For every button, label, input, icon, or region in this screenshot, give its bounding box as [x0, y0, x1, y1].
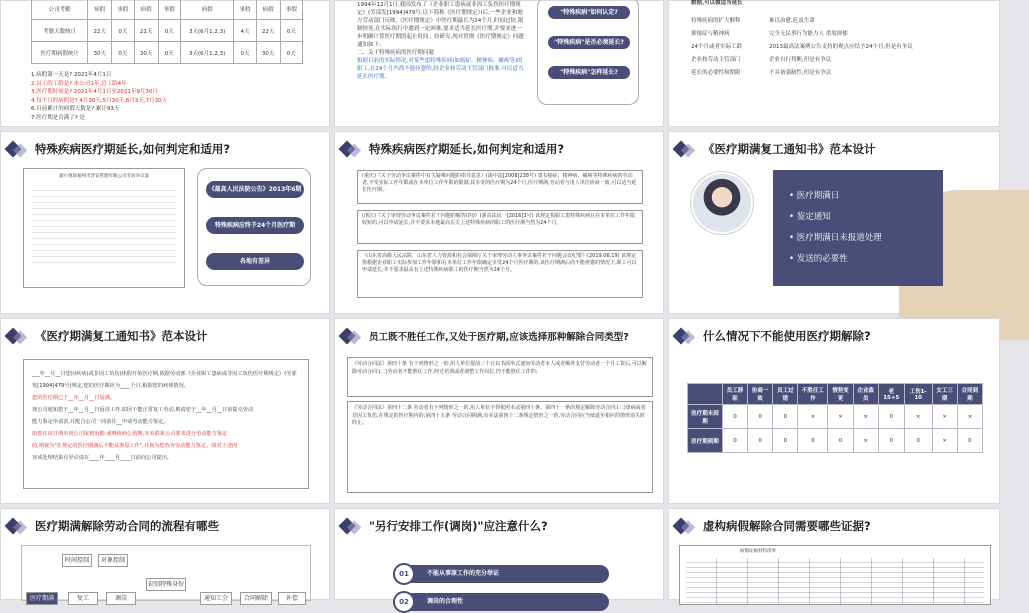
item-key: 24个月或者实际工龄 — [691, 44, 742, 50]
notice-line: 的,则视为"在规定的医疗期满后不能从事原工作",并视为您放弃劳动能力鉴定。如对上述内 — [32, 443, 238, 449]
table-row — [32, 20, 303, 42]
list-item — [691, 15, 913, 28]
table-cell: 0 — [722, 429, 747, 453]
slide-title: "另行安排工作(调岗)"应注意什么? — [369, 519, 548, 533]
list-item: 3.医疗期时间是? 2021年4月1日至2021年9月30日 — [31, 89, 158, 95]
quote-box: 《山东省高级人民法院、山东省人力资源和社会保障厅关于审理劳动人事争议案件若干问题会议纪要》(2019.06.19) 该规定指根据企业职工实际参加工作年限和在本单位工作年限确定享受24个月医疗期的,该医疗期满后尚不能痊愈的情况下,职工可以申请延长,并不要求最高有上述特殊疾病职工的医疗期当然为24个月。 — [357, 250, 643, 298]
item-key: 企业和劳动主管部门 — [691, 57, 741, 63]
table-row — [688, 384, 983, 405]
item-text: 调岗的合理性 — [427, 598, 464, 605]
quote-box: (浙江)《关于审理劳动争议案件若干问题的解答(四)》(浙高法民一[2016]3号) 该规定指职工患特殊疾病且在本单位工作年限较短的,可以申请延长,并不要求本地最高有关上述特殊疾病的职工的医疗期当然为24个月。 — [357, 210, 643, 244]
slide-header — [1, 325, 208, 347]
flow-node: 时间控制 — [62, 554, 92, 567]
supreme-court-gazette-button[interactable]: 《最高人民法院公告》2013年6期 — [206, 181, 304, 198]
slide-9[interactable] — [668, 318, 1000, 504]
table-row — [688, 429, 983, 453]
diamond-icon — [339, 518, 356, 535]
slide-header — [669, 515, 871, 537]
slide-title: 《医疗期满复工通知书》范本设计 — [35, 329, 208, 343]
special-illness-how-button[interactable]: "特殊疾病"怎样延长? — [548, 66, 630, 79]
attention-item-1[interactable] — [393, 565, 609, 583]
table-cell: 0 — [773, 405, 798, 429]
table-cell: 0天 — [234, 42, 256, 64]
pill-panel — [537, 0, 639, 105]
item-value: 企业自行判断,但是有争议 — [769, 57, 832, 63]
row-header: 医疗期到期 — [688, 429, 723, 453]
diamond-icon — [673, 141, 690, 158]
table-cell: 0 — [878, 429, 904, 453]
slide-header — [669, 138, 876, 160]
table-cell: 事假 — [158, 0, 180, 20]
slide-title: 员工既不胜任工作,又处于医疗期,应该选择那种解除合同类型? — [369, 332, 629, 343]
table-header: 不胜任工作 — [798, 384, 828, 405]
table-header: 合同到期 — [957, 384, 982, 405]
corner-cell — [688, 384, 723, 405]
item-value: 不具备强制性,但是有争议 — [769, 70, 832, 76]
diamond-icon — [339, 328, 356, 345]
table-cell: 0天 — [280, 42, 302, 64]
list-item — [691, 67, 913, 80]
slide-header — [669, 325, 871, 347]
table-cell: 0 — [748, 405, 773, 429]
item-key: 抑郁症与精神病 — [691, 31, 730, 37]
table-cell: 病假 — [256, 0, 280, 20]
slide-1[interactable] — [0, 0, 330, 127]
table-cell: × — [853, 429, 878, 453]
paragraph: 1994年12月1日,我国发布了《企业职工患病或非因工负伤医疗期规定》(劳部发[1994]479号,以下简称《医疗期规定》)后,一些企业和地方劳动部门反映,《医疗期规定》中医疗期最长为24个月,时间过短,限制较死,在实际执行中遇到一定困难,要求适当延长医疗期,并要求进一步明确计算医疗期的起止时间。经研究,现对贯彻《医疗期规定》问题通知如下: — [357, 2, 524, 48]
table-cell: 0天 — [158, 42, 180, 64]
item-label: 医疗期满日未报道处理 — [796, 233, 882, 243]
slide-5[interactable] — [334, 131, 664, 314]
table-header: 员工辞职 — [722, 384, 747, 405]
table-cell: 22天 — [88, 20, 112, 42]
slide-header — [1, 138, 230, 160]
flow-node: 识别特殊身份 — [146, 578, 186, 591]
table-cell: 0 — [722, 405, 747, 429]
table-cell: 0 — [773, 429, 798, 453]
table-header: 情势变更 — [828, 384, 853, 405]
item-text: 不能从事原工作的充分举证 — [427, 570, 500, 577]
slide-header — [335, 325, 629, 347]
list-item: 6.目前累计的病假天数是? 累计93天 — [31, 106, 120, 112]
flow-node: 合同解除 — [240, 592, 272, 605]
slide-10[interactable] — [0, 508, 330, 600]
case-document — [23, 168, 185, 288]
table-header: 企业裁员 — [853, 384, 878, 405]
paragraph: 根据目前的实际情况,对某些患特殊疾病(如癌症、精神病、瘫痪等)的职工,在24个月内尚不能痊愈的,经企业和劳动主管部门批准,可以适当延长医疗期。 — [357, 58, 524, 80]
termination-matrix — [687, 383, 983, 453]
table-cell: 事假 — [234, 0, 256, 20]
table-cell: 0 — [957, 429, 982, 453]
slide-3[interactable] — [668, 0, 1000, 127]
notice-line: 能力鉴定申请表,并配合公司一同前往__申请劳动能力鉴定。 — [32, 419, 169, 425]
table-cell: 0天 — [112, 20, 134, 42]
list-item: • 医疗期满日未报道处理 — [789, 233, 882, 243]
notice-text: ___年__月__日您因疾病(或非因工负伤)休假开始医疗期,依据劳动部《企业职工患病或非因工负伤医疗期规定》(劳部发[1994]479号)规定,您的医疗期应为____个月,根据您的病体情况, — [32, 371, 297, 389]
table-cell: 事假 — [280, 0, 302, 20]
table-cell: 3天(6月1,2,3) — [180, 20, 233, 42]
law-box: 《劳动合同法》第四十二条 劳动者有下列情形之一的,用人单位不得依照本法第四十条、第四十一条的规定解除劳动合同:(三)患病或者非因工负伤,在规定的医疗期内的;第四十五条 劳动合同期满,有本法第四十二条规定情形之一的,劳动合同应当续延至相应的情形消失时终止。 — [347, 401, 653, 493]
table-cell: 30天 — [256, 42, 280, 64]
table-cell: 医疗期病假统计 — [32, 42, 88, 64]
document-lines — [32, 185, 176, 265]
notice-template — [23, 359, 309, 489]
row-header: 医疗期未到期 — [688, 405, 723, 429]
attention-item-2[interactable] — [393, 593, 609, 611]
list-item: 2.员工的工龄是? 本公司1年,总工龄4年 — [31, 80, 127, 87]
slide3-top-text: 数据,可以做适当延长 — [691, 0, 743, 6]
notice-line: 您的医疗期已于__年__月__日届满。 — [32, 395, 116, 401]
table-header: 协商一致 — [748, 384, 773, 405]
avatar — [691, 172, 753, 234]
slide-6[interactable] — [668, 131, 1000, 314]
table-cell: 0 — [798, 429, 828, 453]
document-title: 湖小炮诉福州市晋安管理有限公司劳动争议案 — [59, 174, 149, 179]
table-cell: 0天 — [280, 20, 302, 42]
slide-title: 医疗期满解除劳动合同的流程有哪些 — [35, 519, 219, 533]
table-header: 工伤1-10 — [904, 384, 932, 405]
table-row — [688, 405, 983, 429]
item-label: 医疗期满日 — [796, 191, 840, 201]
table-cell: 30天 — [134, 42, 158, 64]
table-cell: 0 — [878, 405, 904, 429]
document-grid — [686, 558, 984, 604]
table-cell: 0 — [904, 429, 932, 453]
question-list — [31, 71, 167, 122]
table-header: 老15+5 — [878, 384, 904, 405]
flowchart — [21, 545, 311, 601]
list-item: • 发送的必要性 — [789, 254, 848, 264]
special-illness-24-months-button[interactable]: 特殊疾病应终予24个月医疗期 — [206, 217, 304, 234]
slide-12[interactable] — [668, 508, 1000, 600]
regional-differences-button[interactable]: 各地有差异 — [206, 253, 304, 270]
slide-header — [335, 138, 564, 160]
slide-7[interactable] — [0, 318, 330, 504]
table-cell: 3天(6月1,2,3) — [180, 42, 233, 64]
slide-2[interactable] — [334, 0, 664, 127]
list-item — [691, 41, 913, 54]
slide-title: 虚构病假解除合同需要哪些证据? — [703, 519, 871, 533]
table-cell: 公司考勤 — [32, 0, 88, 20]
item-key: 特殊疾病的扩大解释 — [691, 18, 741, 24]
table-header: 员工过错 — [773, 384, 798, 405]
list-item: • 鉴定通知 — [789, 212, 831, 222]
flow-node: 医疗期满 — [26, 592, 58, 605]
slide-title: 《医疗期满复工通知书》范本设计 — [703, 142, 876, 156]
list-item: 4.每个月的病假是? 4月30天,5月30天,6月3天,7月30天 — [31, 97, 168, 104]
table-cell: 事假 — [112, 0, 134, 20]
table-cell: × — [798, 405, 828, 429]
special-illness-define-button[interactable]: "特殊疾病"如何认定? — [548, 6, 630, 19]
diamond-icon — [5, 328, 22, 345]
table-cell: 病假 — [88, 0, 112, 20]
table-cell: 0 — [748, 429, 773, 453]
number-badge: 01 — [393, 563, 415, 585]
table-cell: × — [957, 405, 982, 429]
slide-title: 特殊疾病医疗期延长,如何判定和适用? — [35, 142, 231, 156]
table-cell: 病假 — [180, 0, 233, 20]
table-cell: × — [932, 405, 957, 429]
table-cell: 病假 — [134, 0, 158, 20]
item-key: 延长的必要性和期限 — [691, 70, 741, 76]
diamond-icon — [5, 141, 22, 158]
table-cell: 22天 — [256, 20, 280, 42]
attendance-table — [31, 0, 303, 64]
table-cell: 0天 — [112, 42, 134, 64]
notice-line — [32, 368, 300, 392]
diamond-icon — [673, 518, 690, 535]
slide-11[interactable] — [334, 508, 664, 606]
table-row — [32, 0, 303, 20]
feature-panel — [773, 170, 943, 286]
list-item — [691, 54, 913, 67]
quote-box: (重庆)《关于劳动争议案件中有关疑难问题的指导意见》(渝中法[2008]238号) 患有癌症、精神病、瘫痪等特殊疾病的劳动者,不受实际工作年限或在本单位工作年限的限制,其享受的医疗期为24个月,医疗期满,劳动者与用人单位协商一致,可以适当延长医疗期。 — [357, 170, 643, 204]
number-badge: 02 — [393, 591, 415, 613]
list-item: 7.医疗期是否满了? 是 — [31, 114, 85, 121]
slide-4[interactable] — [0, 131, 330, 314]
evidence-document — [679, 545, 991, 605]
flow-node: 对象控制 — [98, 554, 128, 567]
document-title: 病假证据材料清单 — [740, 549, 776, 554]
slide-8[interactable] — [334, 318, 664, 504]
item-value: 2013最高法案例公告支持的观点应结予24个月,但是有争议 — [769, 44, 913, 50]
diamond-icon — [5, 518, 22, 535]
table-cell: 30天 — [88, 42, 112, 64]
table-row — [32, 42, 303, 64]
table-cell: × — [904, 405, 932, 429]
table-cell: 21天 — [134, 20, 158, 42]
flow-node: 调岗 — [106, 592, 136, 605]
table-cell: × — [853, 405, 878, 429]
slide-header — [335, 515, 548, 537]
comparison-list — [691, 15, 913, 80]
flow-node: 补偿 — [278, 592, 306, 605]
slide-title: 什么情况下不能使用医疗期解除? — [703, 329, 871, 343]
case-pill-panel — [197, 168, 311, 286]
list-item: • 医疗期满日 — [789, 191, 840, 201]
table-header: 女工三期 — [932, 384, 957, 405]
list-item — [691, 28, 913, 41]
table-cell: × — [932, 429, 957, 453]
flow-node: 复工 — [68, 592, 98, 605]
flow-node: 通知工会 — [200, 592, 232, 605]
special-illness-extend-button[interactable]: "特殊疾病"是否必须延长? — [548, 36, 630, 49]
slide-title: 特殊疾病医疗期延长,如何判定和适用? — [369, 142, 565, 156]
diamond-icon — [339, 141, 356, 158]
slide-header — [1, 515, 219, 537]
item-label: 发送的必要性 — [796, 254, 848, 264]
table-cell: 0天 — [158, 20, 180, 42]
list-item: 1.病假第一天是? 2021年4月1日 — [31, 72, 112, 78]
law-box: 《劳动合同法》第四十条 有下列情形之一的,用人单位提前三十日以书面形式通知劳动者本人或者额外支付劳动者一个月工资后,可以解除劳动合同:(二)劳动者不能胜任工作,经过培训或者调整工作岗位,仍不能胜任工作的; — [347, 357, 653, 397]
table-cell: 0 — [828, 429, 853, 453]
item-value: 完全无民事行为能力人 重度抑郁 — [769, 31, 848, 37]
diamond-icon — [673, 328, 690, 345]
paragraph: 二、关于特殊疾病的医疗期问题 — [357, 50, 435, 56]
item-label: 鉴定通知 — [796, 212, 831, 222]
notice-line: 如您在该日期未到公司报到出勤,或继续病公假期,亦未联系公司要求进行劳动能力鉴定 — [32, 431, 228, 437]
table-cell: 4天 — [234, 20, 256, 42]
notice-line: 容或处理结果有异议请在____年____月____日前向公司提出。 — [32, 455, 173, 461]
table-cell: 考勤天数统计 — [32, 20, 88, 42]
item-value: 难以治愈,危及生命 — [769, 18, 815, 24]
table-cell: × — [828, 405, 853, 429]
notice-line: 现公司通知您于__年__月__日返岗工作,如因不能正常复工劳动,则请您于__年__月__日前提交劳动 — [32, 407, 254, 413]
regulation-text — [357, 1, 525, 81]
